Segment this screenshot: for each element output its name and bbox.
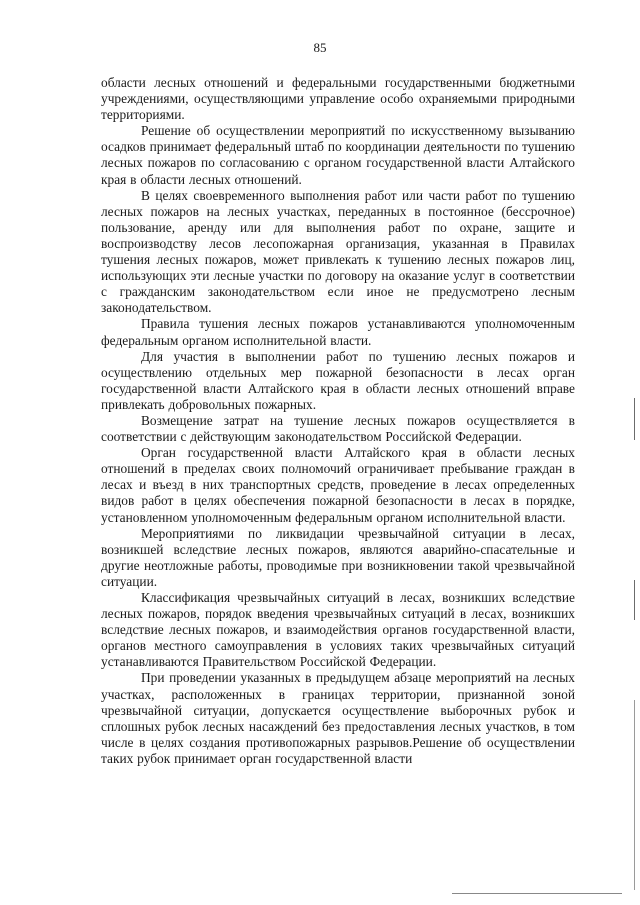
paragraph: В целях своевременного выполнения работ или части работ по тушению лесных пожаров на лесных участках, переданных в постоянное (бессрочное) пользование, аренду или для выполнения работ по охране, защите и воспроизводству лесов лесопожарная организация, указанная в Правилах тушения лесных пожаров, может привлекать к тушению лесных пожаров лиц, использующих эти лесные участки по договору на оказание услуг в соответствии с гражданским законодательством если иное не предусмотрено лесным законодательством.	[101, 187, 575, 316]
scan-margin-mark	[634, 700, 635, 890]
paragraph: Мероприятиями по ликвидации чрезвычайной ситуации в лесах, возникшей вследствие лесных пожаров, являются аварийно-спасательные и другие неотложные работы, проводимые при возникновении такой чрезвычайной ситуации.	[101, 525, 575, 589]
paragraph: Классификация чрезвычайных ситуаций в лесах, возникших вследствие лесных пожаров, порядок введения чрезвычайных ситуаций в лесах, возникших вследствие лесных пожаров, и взаимодействия органов государственной власти, органов местного самоуправления в условиях таких чрезвычайных ситуаций устанавливаются Правительством Российской Федерации.	[101, 590, 575, 670]
paragraph: Для участия в выполнении работ по тушению лесных пожаров и осуществлению отдельных мер пожарной безопасности в лесах орган государственной власти Алтайского края в области лесных отношений вправе привлекать добровольных пожарных.	[101, 348, 575, 412]
paragraph: области лесных отношений и федеральными государственными бюджетными учреждениями, осуществляющими управление особо охраняемыми природными территориями.	[101, 75, 575, 123]
paragraph: При проведении указанных в предыдущем абзаце мероприятий на лесных участках, расположенных в границах территории, признанной зоной чрезвычайной ситуации, допускается осуществление выборочных рубок и сплошных рубок лесных насаждений без предоставления лесных участков, в том числе в целях создания противопожарных разрывов.Решение об осуществлении таких рубок принимает орган государственной власти	[101, 670, 575, 766]
scan-margin-mark	[634, 580, 635, 620]
paragraph: Возмещение затрат на тушение лесных пожаров осуществляется в соответствии с действующим законодательством Российской Федерации.	[101, 412, 575, 445]
paragraph: Решение об осуществлении мероприятий по искусственному вызыванию осадков принимает федеральный штаб по координации деятельности по тушению лесных пожаров по согласованию с органом государственной власти Алтайского края в области лесных отношений.	[101, 123, 575, 187]
paragraph: Правила тушения лесных пожаров устанавливаются уполномоченным федеральным органом исполнительной власти.	[101, 316, 575, 348]
paragraph: Орган государственной власти Алтайского края в области лесных отношений в пределах своих полномочий ограничивает пребывание граждан в лесах и въезд в них транспортных средств, проведение в лесах определенных видов работ в целях обеспечения пожарной безопасности в лесах в порядке, установленном уполномоченным федеральным органом исполнительной власти.	[101, 445, 575, 525]
scan-bottom-edge	[452, 893, 622, 894]
page-number: 85	[313, 40, 327, 55]
document-body	[101, 75, 575, 767]
scan-margin-mark	[634, 398, 635, 440]
